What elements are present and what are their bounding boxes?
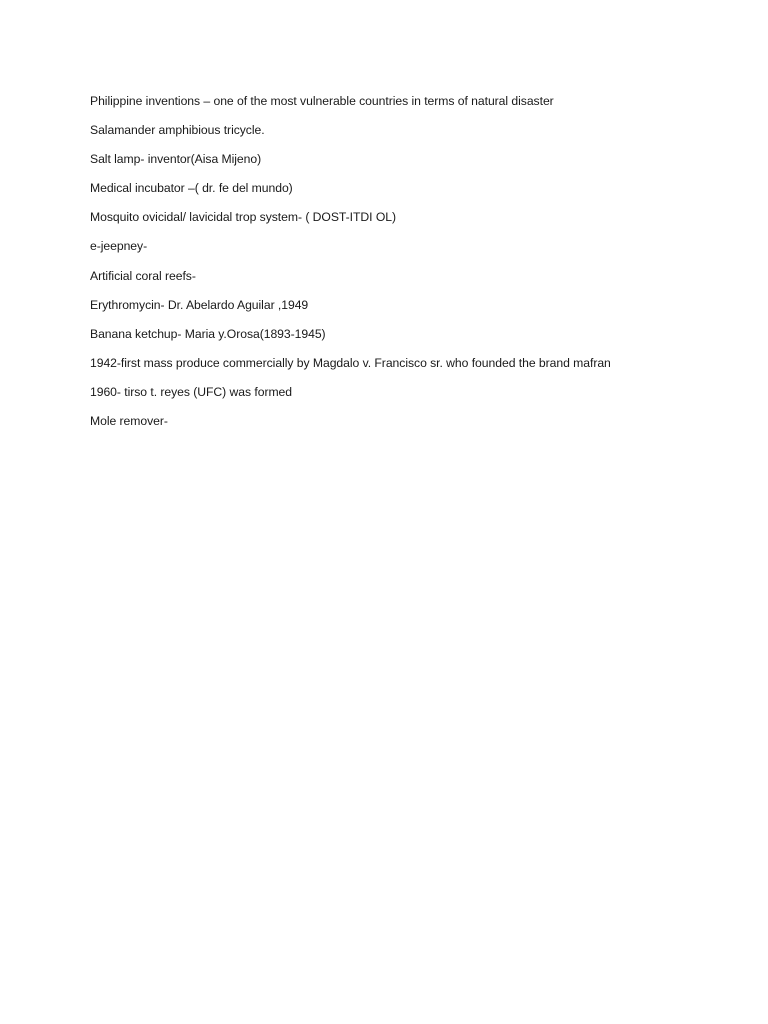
text-line: Medical incubator –( dr. fe del mundo): [90, 181, 293, 196]
text-line: Salt lamp- inventor(Aisa Mijeno): [90, 152, 262, 167]
text-line: Artificial coral reefs-: [90, 268, 196, 283]
text-line: Mole remover-: [90, 414, 168, 429]
text-line: Banana ketchup- Maria y.Orosa(1893-1945): [90, 326, 326, 341]
text-line: 1960- tirso t. reyes (UFC) was formed: [90, 384, 293, 399]
text-line: Salamander amphibious tricycle.: [90, 123, 265, 138]
document-body: [90, 93, 750, 442]
text-line: 1942-first mass produce commercially by Magdalo v. Francisco sr. who founded the brand mafran: [90, 355, 611, 370]
text-line: e-jeepney-: [90, 239, 148, 254]
text-line: Mosquito ovicidal/ lavicidal trop system- ( DOST-ITDI OL): [90, 210, 396, 225]
text-line: Erythromycin- Dr. Abelardo Aguilar ,1949: [90, 297, 309, 312]
text-line: Philippine inventions – one of the most vulnerable countries in terms of natural disaster: [90, 94, 554, 108]
